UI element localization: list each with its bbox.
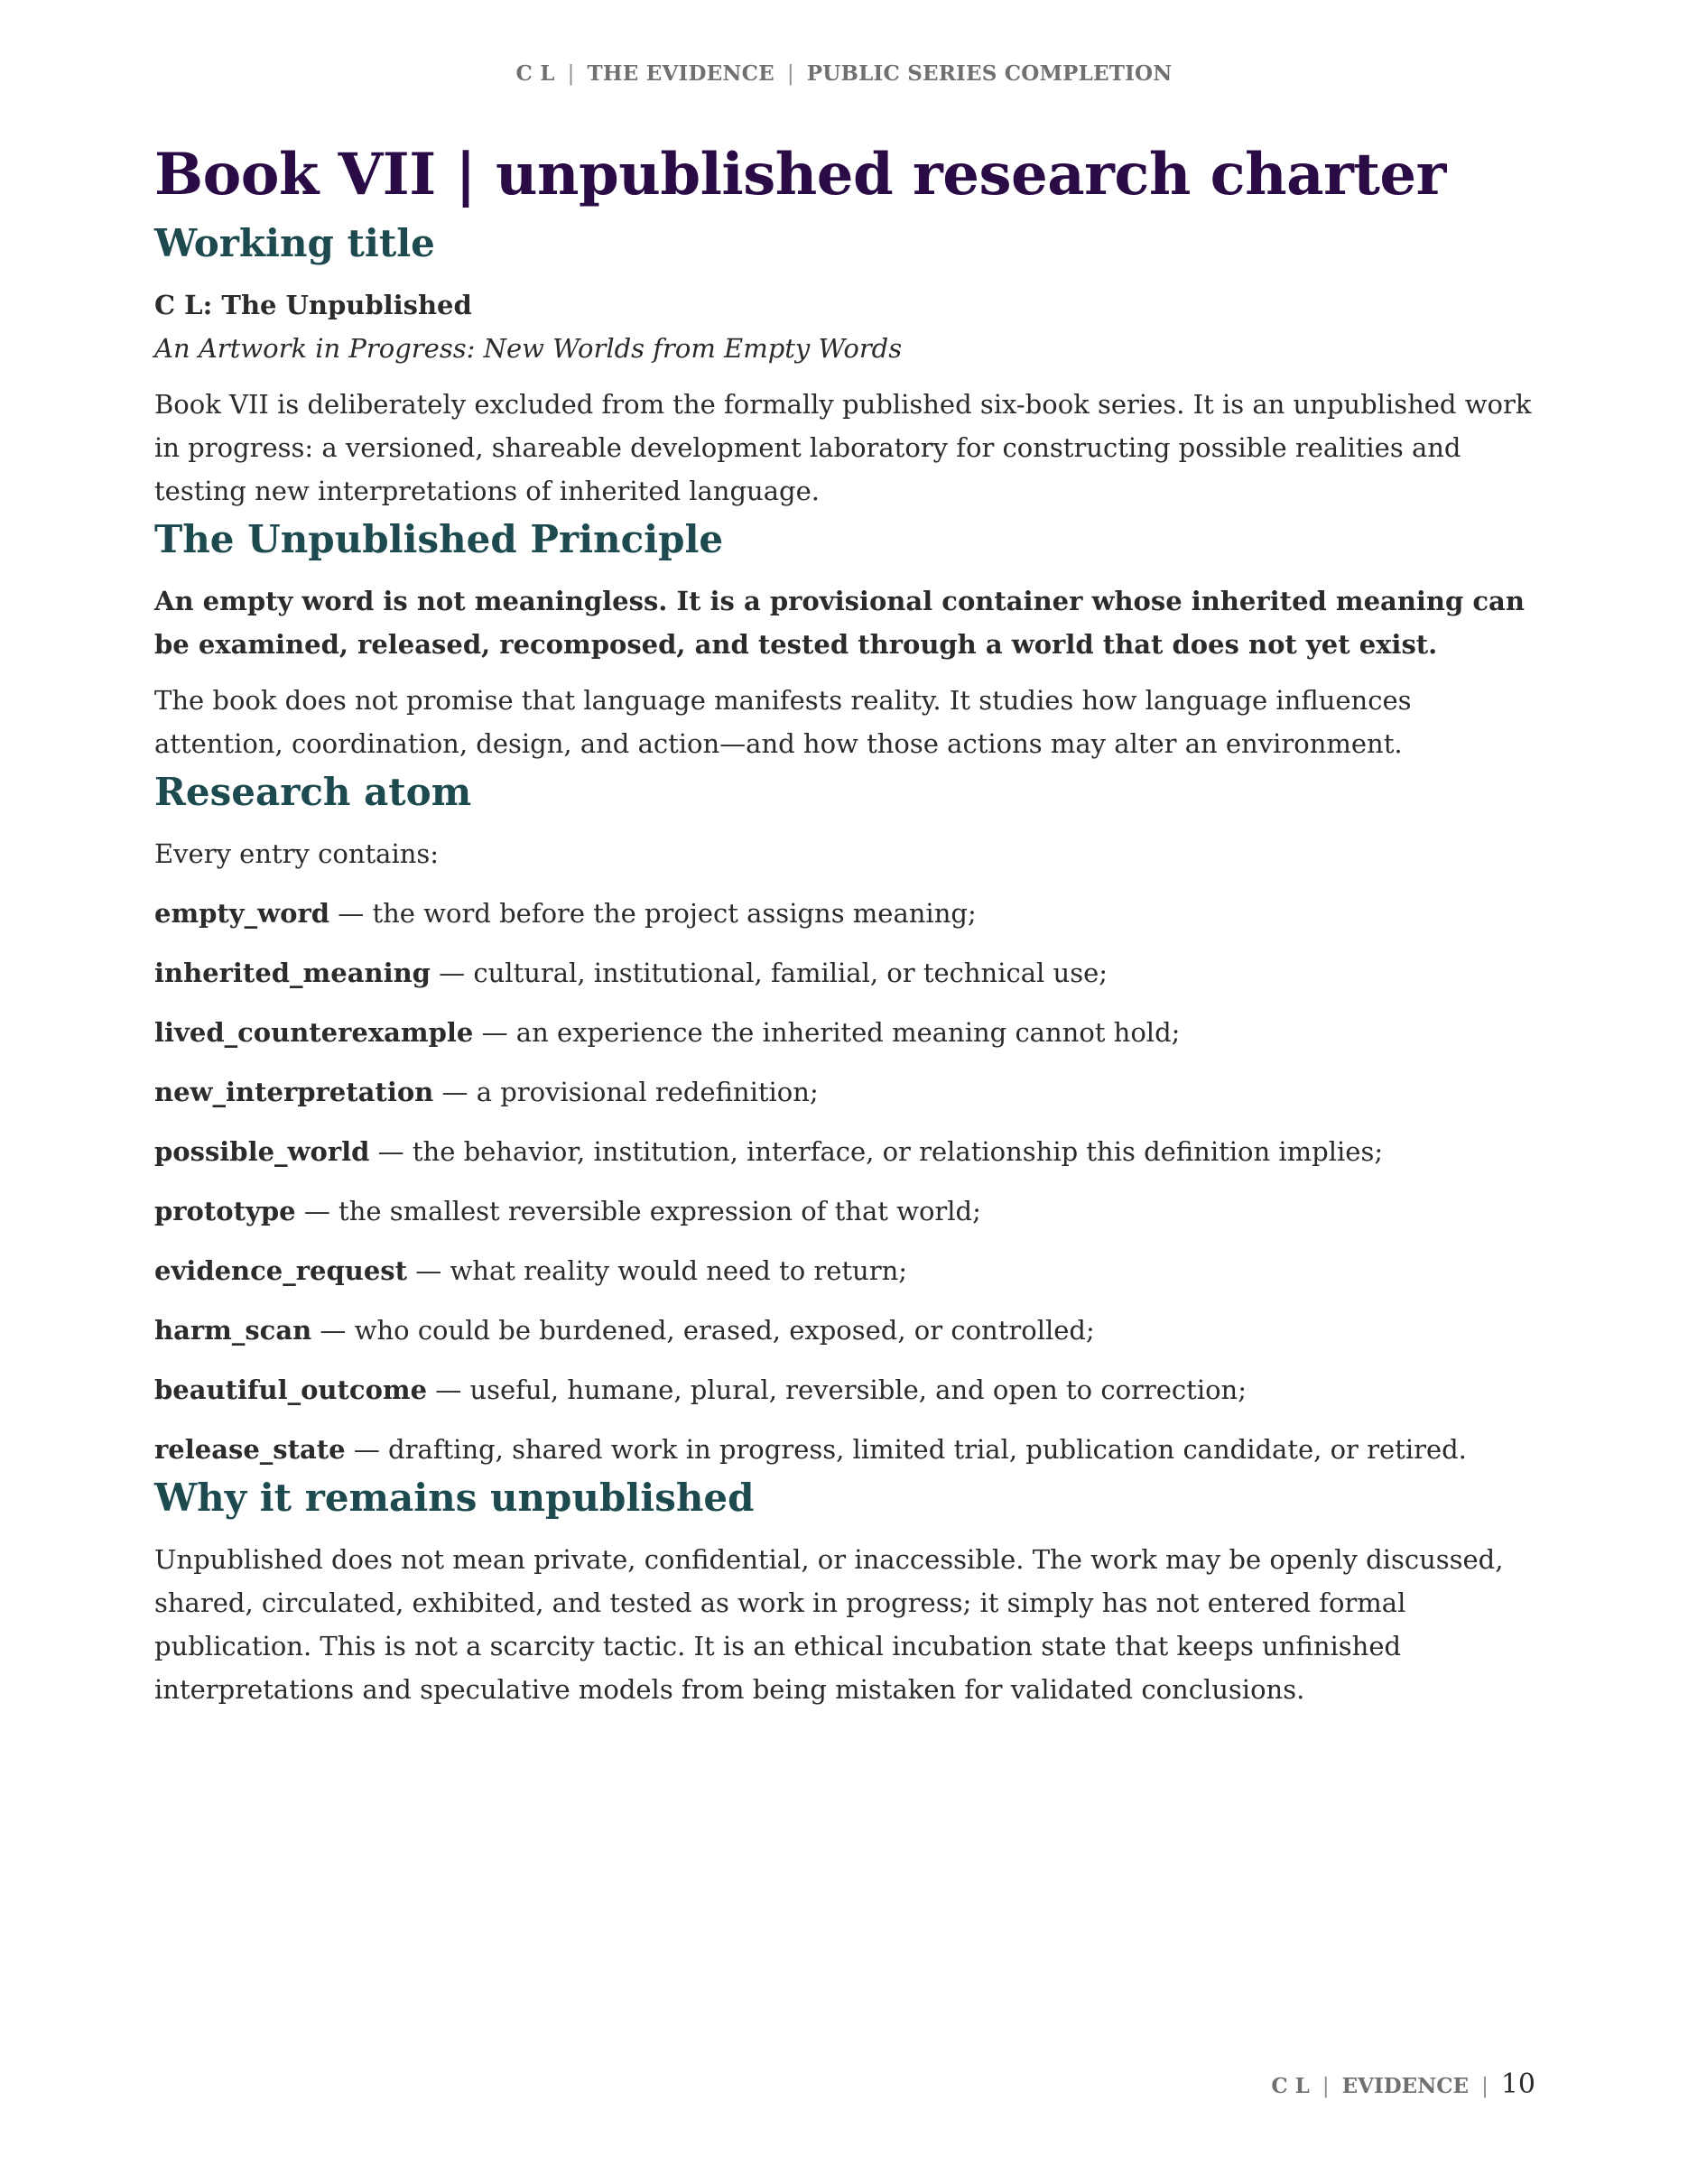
research-atom-intro: Every entry contains: [154,838,440,869]
footer-separator: | [1322,2075,1330,2098]
atom-term: lived_counterexample [154,1017,474,1048]
list-item [154,1249,1535,1292]
atom-description: — cultural, institutional, familial, or technical use; [430,958,1108,988]
list-item [154,951,1535,995]
atom-term: empty_word [154,898,330,929]
working-title-tagline: An Artwork in Progress: New Worlds from Empty Words [154,333,903,364]
list-item [154,1189,1535,1233]
atom-description: — who could be burdened, erased, exposed, or controlled; [311,1315,1095,1346]
footer-separator: | [1481,2075,1489,2098]
why-unpublished-body: Unpublished does not mean private, confidential, or inaccessible. The work may be openly discussed, shared, circulated, exhibited, and tested as work in progress; it simply has not entered formal publication. This is not a scarcity tactic. It is an ethical incubation state that keeps unfinished interpretations and speculative models from being mistaken for validated conclusions. [154,1544,1504,1705]
working-title-name: C L: The Unpublished [154,290,472,320]
atom-term: new_interpretation [154,1077,434,1107]
working-title-body: Book VII is deliberately excluded from the formally published six-book series. It is an unpublished work in progress: a versioned, shareable development laboratory for constructing possible realities and testing new interpretations of inherited language. [154,389,1532,506]
atom-description: — useful, humane, plural, reversible, and open to correction; [427,1374,1247,1405]
header-book: THE EVIDENCE [587,61,774,86]
header-separator: | [567,62,575,86]
atom-description: — the behavior, institution, interface, or relationship this definition implies; [369,1136,1384,1167]
section-heading-principle: The Unpublished Principle [154,517,724,561]
list-item [154,892,1535,935]
list-item [154,1070,1535,1114]
page-number: 10 [1500,2068,1535,2100]
principle-body: The book does not promise that language manifests reality. It studies how language influences attention, coordination, design, and action—and how those actions may alter an environment. [154,685,1412,759]
footer-book: EVIDENCE [1341,2074,1470,2098]
list-item [154,1428,1535,1471]
atom-description: — a provisional redefinition; [433,1077,819,1107]
research-atom-list [154,892,1535,1471]
atom-description: — drafting, shared work in progress, limited trial, publication candidate, or retired. [345,1434,1467,1465]
atom-term: harm_scan [154,1315,312,1346]
header-separator: | [786,62,794,86]
header-series: PUBLIC SERIES COMPLETION [806,61,1173,86]
list-item [154,1130,1535,1173]
atom-term: beautiful_outcome [154,1374,428,1405]
header-author: C L [515,61,555,86]
main-content [154,134,1535,1711]
footer-author: C L [1271,2074,1310,2098]
page-title: Book VII | unpublished research charter [154,141,1446,208]
atom-term: inherited_meaning [154,958,431,988]
section-heading-why-unpublished: Why it remains unpublished [154,1476,755,1520]
list-item [154,1309,1535,1352]
atom-description: — what reality would need to return; [407,1255,908,1286]
atom-term: prototype [154,1196,296,1226]
atom-term: possible_world [154,1136,370,1167]
running-footer [1271,2068,1535,2100]
atom-description: — the smallest reversible expression of that world; [295,1196,981,1226]
atom-term: release_state [154,1434,346,1465]
list-item [154,1011,1535,1054]
section-heading-research-atom: Research atom [154,770,472,814]
list-item [154,1368,1535,1411]
atom-term: evidence_request [154,1255,408,1286]
atom-description: — the word before the project assigns meaning; [329,898,977,929]
running-header [0,61,1688,86]
atom-description: — an experience the inherited meaning cannot hold; [473,1017,1181,1048]
principle-statement: An empty word is not meaningless. It is a provisional container whose inherited meaning can be examined, released, recomposed, and tested through a world that does not yet exist. [154,586,1525,660]
section-heading-working-title: Working title [154,221,435,265]
